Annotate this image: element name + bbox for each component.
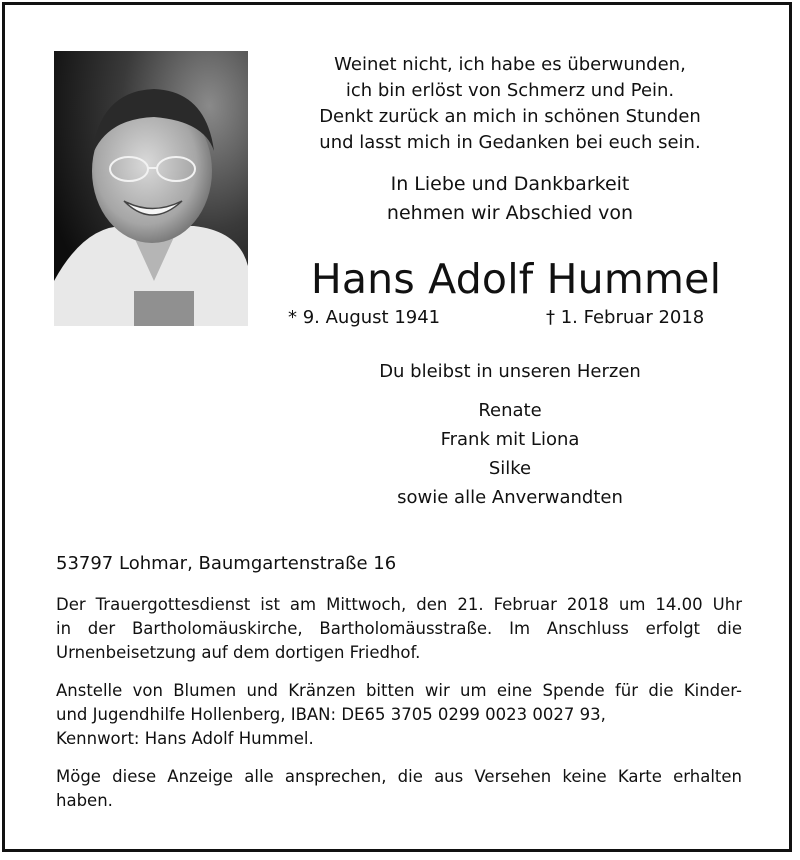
death-date: † 1. Februar 2018 [546, 307, 705, 328]
donation-line: und Jugendhilfe Hollenberg, IBAN: DE65 3705 0299 0023 0027 93, [56, 705, 606, 724]
donation-line: Anstelle von Blumen und Kränzen bitten wir um eine Spende für die Kinder- [56, 681, 742, 700]
poem-line: ich bin erlöst von Schmerz und Pein. [345, 80, 675, 101]
poem-line: und lasst mich in Gedanken bei euch sein. [319, 132, 701, 153]
closing-paragraph [56, 765, 742, 813]
deceased-name: Hans Adolf Hummel [310, 255, 722, 303]
mourners-list [290, 396, 730, 512]
farewell-text [290, 170, 730, 228]
mourner: sowie alle Anverwandten [397, 487, 623, 508]
closing-line: haben. [56, 791, 113, 810]
service-line: in der Bartholomäuskirche, Bartholomäusstraße. Im Anschluss erfolgt die [56, 619, 742, 638]
poem-line: Denkt zurück an mich in schönen Stunden [319, 106, 701, 127]
motto: Du bleibst in unseren Herzen [379, 361, 641, 382]
mourner: Silke [488, 458, 532, 479]
donation-line: Kennwort: Hans Adolf Hummel. [56, 729, 314, 748]
mourner: Frank mit Liona [440, 429, 580, 450]
address: 53797 Lohmar, Baumgartenstraße 16 [56, 553, 397, 574]
portrait-image [54, 51, 248, 326]
poem-line: Weinet nicht, ich habe es überwunden, [334, 54, 686, 75]
service-paragraph [56, 593, 742, 665]
service-line: Urnenbeisetzung auf dem dortigen Friedhof. [56, 643, 421, 662]
closing-line: Möge diese Anzeige alle ansprechen, die aus Versehen keine Karte erhalten [56, 767, 742, 786]
portrait-photo [54, 51, 248, 326]
birth-date: * 9. August 1941 [288, 307, 441, 328]
mourner: Renate [478, 400, 542, 421]
farewell-line: In Liebe und Dankbarkeit [390, 173, 630, 195]
farewell-line: nehmen wir Abschied von [386, 202, 634, 224]
poem [290, 52, 730, 156]
donation-paragraph [56, 679, 742, 751]
service-line: Der Trauergottesdienst ist am Mittwoch, den 21. Februar 2018 um 14.00 Uhr [56, 595, 742, 614]
